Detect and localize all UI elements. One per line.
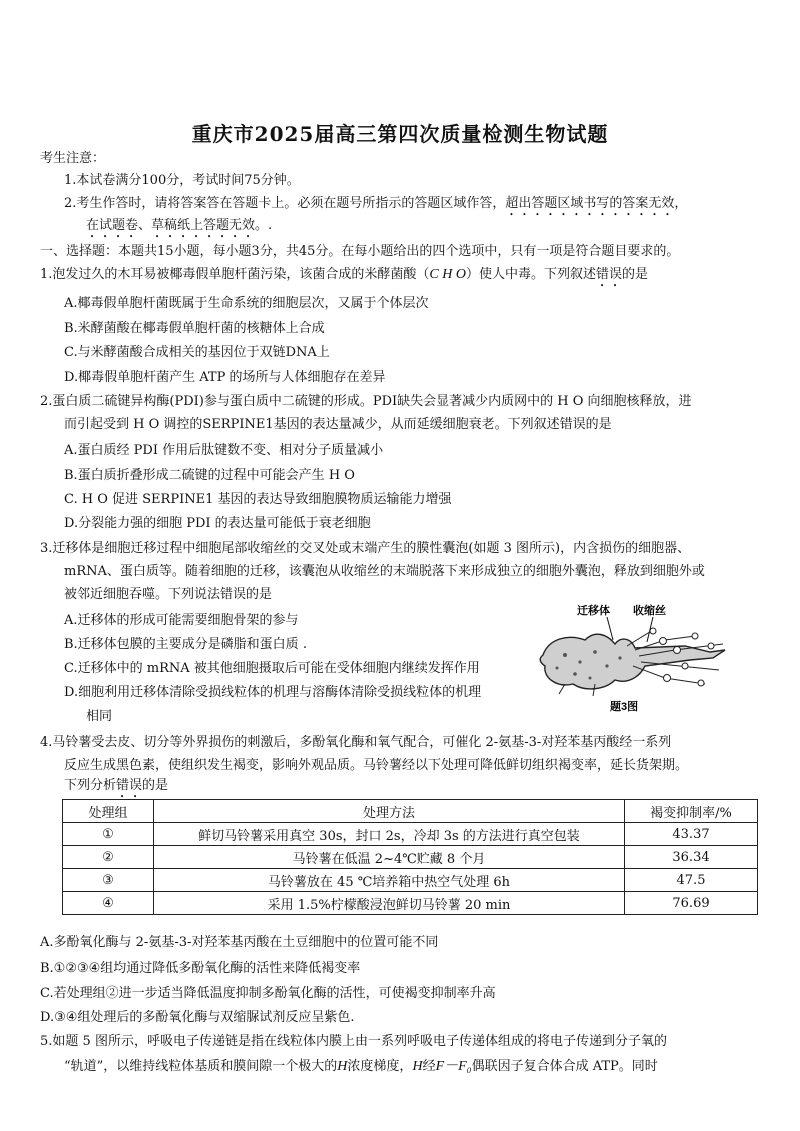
q3-stem-line-2: mRNA、蛋白质等。随着细胞的迁移，该囊泡从收缩丝的末端脱落下来形成独立的细胞外囊泡，释放到细胞外或	[64, 564, 705, 579]
table-cell: 47.5	[625, 869, 758, 892]
q3-stem-line-1: 3.迁移体是细胞迁移过程中细胞尾部收缩丝的交叉处或末端产生的膜性囊泡(如题 3 图所示)，内含损伤的细胞器、	[40, 541, 691, 556]
q1-option-b: B.米酵菌酸在椰毒假单胞杆菌的核糖体上合成	[64, 321, 325, 336]
table-row	[63, 892, 758, 915]
table-header-cell: 处理方法	[154, 800, 625, 823]
q5-stem-line-1: 5.如题 5 图所示，呼吸电子传递链是指在线粒体内膜上由一系列呼吸电子传递体组成的将电子传递到分子氧的	[40, 1034, 667, 1049]
q4-stem-line-2: 反应生成黑色素，使组织发生褐变，影响外观品质。马铃薯经以下处理可降低鲜切组织褐变率，延长货架期。	[64, 758, 689, 773]
table-cell: ②	[63, 846, 154, 869]
notice-item-1: 1.本试卷满分100分，考试时间75分钟。	[64, 173, 300, 188]
q3-option-d-cont: 相同	[86, 709, 113, 724]
math-symbol: H	[412, 1059, 423, 1074]
table-row	[63, 869, 758, 892]
figure-label-migrasome: 迁移体	[577, 605, 610, 617]
emphasis-text: 错误	[116, 778, 143, 793]
q3-option-d: D.细胞利用迁移体清除受损线粒体的机理与溶酶体清除受损线粒体的机理	[64, 685, 482, 700]
section-heading: 一、选择题：本题共15小题，每小题3分，共45分。在每小题给出的四个选项中，只有一项是符合题目要求的。	[40, 244, 680, 259]
figure-label-retraction-fiber: 收缩丝	[633, 605, 666, 617]
q3-option-a: A.迁移体的形成可能需要细胞骨架的参与	[64, 613, 299, 628]
q4-option-b: B.①②③④组均通过降低多酚氧化酶的活性来降低褐变率	[40, 961, 361, 976]
notice-item-2: 2.考生作答时，请将答案答在答题卡上。必须在题号所指示的答题区域作答，超出答题区域书写的答案无效，	[64, 196, 688, 211]
emphasis-text: 超出答题区域书写的答案无效	[505, 196, 675, 211]
q1-stem: 1.泡发过久的木耳易被椰毒假单胞杆菌污染，该菌合成的米酵菌酸（C H O）使人中毒。下列叙述错误的是	[40, 267, 649, 282]
q2-option-b: B.蛋白质折叠形成二硫键的过程中可能会产生 H O	[64, 468, 355, 483]
table-cell: 鲜切马铃薯采用真空 30s，封口 2s，冷却 3s 的方法进行真空包装	[154, 823, 625, 846]
table-cell: 76.69	[625, 892, 758, 915]
q1-option-a: A.椰毒假单胞杆菌既属于生命系统的细胞层次，又属于个体层次	[64, 296, 429, 311]
q3-stem-line-3: 被邻近细胞吞噬。下列说法错误的是	[64, 587, 273, 602]
migrasome-illustration	[535, 600, 760, 715]
q3-option-c: C.迁移体中的 mRNA 被其他细胞摄取后可能在受体细胞内继续发挥作用	[64, 661, 480, 676]
q2-option-c: C. H O 促进 SERPINE1 基因的表达导致细胞膜物质运输能力增强	[64, 492, 452, 507]
q4-data-table	[62, 799, 758, 915]
emphasis-text: 在试题卷、草稿纸上答题无效。.	[86, 218, 273, 233]
q2-option-a: A.蛋白质经 PDI 作用后肽键数不变、相对分子质量减小	[64, 443, 384, 458]
table-cell: ①	[63, 823, 154, 846]
q4-option-d: D.③④组处理后的多酚氧化酶与双缩脲试剂反应呈紫色.	[40, 1010, 355, 1025]
table-cell: ③	[63, 869, 154, 892]
table-cell: 马铃薯放在 45 ℃培养箱中热空气处理 6h	[154, 869, 625, 892]
q4-stem-line-1: 4.马铃薯受去皮、切分等外界损伤的刺激后，多酚氧化酶和氧气配合，可催化 2-氨基-3-对羟苯基丙酸经一系列	[40, 735, 672, 750]
formula: C H O	[429, 267, 466, 282]
q4-option-a: A.多酚氧化酶与 2-氨基-3-对羟苯基丙酸在土豆细胞中的位置可能不同	[40, 935, 439, 950]
table-header-cell: 处理组	[63, 800, 154, 823]
table-cell: ④	[63, 892, 154, 915]
notice-item-2-cont	[86, 217, 272, 241]
q1-option-c: C.与米酵菌酸合成相关的基因位于双链DNA上	[64, 345, 330, 360]
emphasis-text: 错误	[595, 267, 622, 282]
table-row	[63, 823, 758, 846]
q3-figure	[535, 600, 760, 715]
math-symbol: H	[337, 1059, 348, 1074]
page-title: 重庆市2025届高三第四次质量检测生物试题	[191, 122, 609, 146]
table-cell: 马铃薯在低温 2~4℃贮藏 8 个月	[154, 846, 625, 869]
math-symbol: F－F₀	[435, 1059, 472, 1074]
q4-stem-line-3: 下列分析错误的是	[64, 778, 169, 793]
q2-option-d: D.分裂能力强的细胞 PDI 的表达量可能低于衰老细胞	[64, 516, 371, 531]
q5-stem-line-2: “轨道”，以维持线粒体基质和膜间隙一个极大的H浓度梯度，H经F－F₀偶联因子复合体合成 ATP。同时	[64, 1059, 658, 1074]
notice-heading: 考生注意：	[40, 151, 106, 166]
table-cell: 43.37	[625, 823, 758, 846]
table-header-cell: 褐变抑制率/%	[625, 800, 758, 823]
q1-option-d: D.椰毒假单胞杆菌产生 ATP 的场所与人体细胞存在差异	[64, 370, 386, 385]
q2-stem-line-2: 而引起受到 H O 调控的SERPINE1基因的表达量减少，从而延缓细胞衰老。下列叙述错误的是	[64, 417, 612, 432]
table-cell: 36.34	[625, 846, 758, 869]
q4-option-c: C.若处理组②进一步适当降低温度抑制多酚氧化酶的活性，可使褐变抑制率升高	[40, 986, 496, 1001]
table-row	[63, 846, 758, 869]
q2-stem-line-1: 2.蛋白质二硫键异构酶(PDI)参与蛋白质中二硫键的形成。PDI缺失会显著减少内质网中的 H O 向细胞核释放，进	[40, 394, 692, 409]
table-cell: 采用 1.5%柠檬酸浸泡鲜切马铃薯 20 min	[154, 892, 625, 915]
leader-line	[607, 617, 613, 640]
q3-option-b: B.迁移体包膜的主要成分是磷脂和蛋白质 .	[64, 637, 307, 652]
table-header-row	[63, 800, 758, 823]
figure-caption: 题3图	[610, 701, 639, 713]
